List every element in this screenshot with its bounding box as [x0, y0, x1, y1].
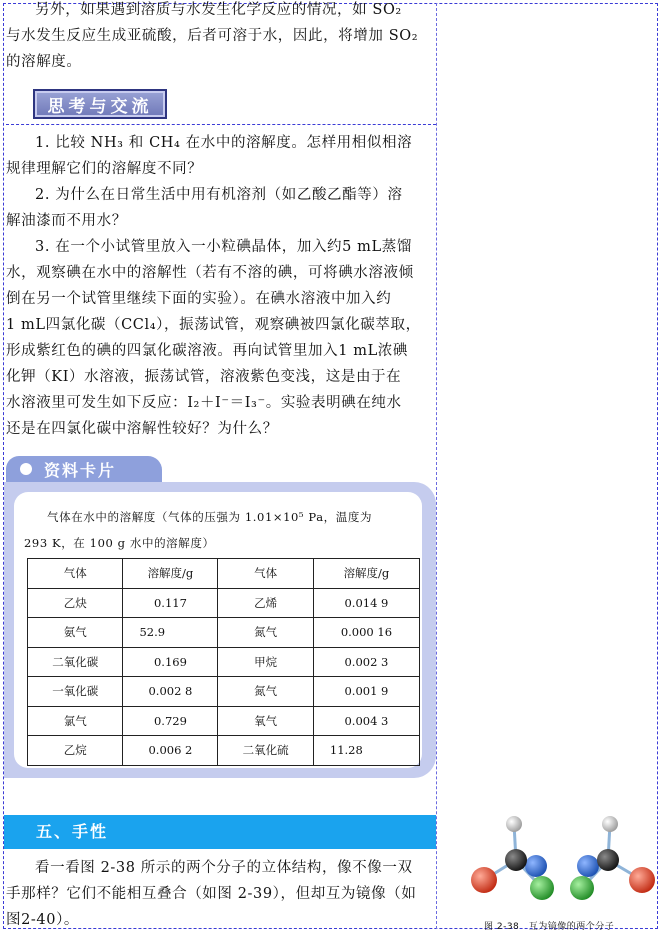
- question-line: 水，观察碘在水中的溶解性（若有不溶的碘，可将碘水溶液倾: [6, 265, 414, 281]
- header-cell: 气体: [218, 559, 313, 589]
- intro-line: 另外，如果遇到溶质与水发生化学反应的情况，如 SO₂: [35, 2, 402, 18]
- chirality-line: 手那样？它们不能相互叠合（如图 2-39），但却互为镜像（如: [6, 886, 417, 902]
- hydrogen-atom: [602, 816, 618, 832]
- question-line: 1. 比较 NH₃ 和 CH₄ 在水中的溶解度。怎样用相似相溶: [35, 135, 413, 151]
- chirality-line: 图2-40）。: [6, 912, 80, 928]
- solubility-cell: 0.117: [123, 588, 218, 618]
- table-row: [28, 618, 420, 648]
- table-row: [28, 736, 420, 766]
- question-line: 倒在另一个试管里继续下面的实验）。在碘水溶液中加入约: [6, 291, 392, 307]
- intro-paragraph: [6, 0, 436, 75]
- solubility-cell: 52.9: [123, 618, 218, 648]
- solubility-cell: 0.002 8: [123, 677, 218, 707]
- chirality-line: 看一看图 2-38 所示的两个分子的立体结构，像不像一双: [35, 860, 413, 876]
- blue-atom: [577, 855, 599, 877]
- hydrogen-atom: [506, 816, 522, 832]
- carbon-atom: [597, 849, 619, 871]
- solubility-cell: 0.000 16: [313, 618, 419, 648]
- carbon-atom: [505, 849, 527, 871]
- circle-bullet-icon: [20, 463, 32, 475]
- red-atom: [629, 867, 655, 893]
- gas-name-cell: 乙炔: [28, 588, 123, 618]
- table-row: [28, 677, 420, 707]
- header-cell: 气体: [28, 559, 123, 589]
- intro-line: 与水发生反应生成亚硫酸，后者可溶于水，因此，将增加 SO₂: [6, 28, 419, 44]
- questions-list: [6, 130, 436, 442]
- blue-atom: [525, 855, 547, 877]
- solubility-cell: 0.006 2: [123, 736, 218, 766]
- green-atom: [530, 876, 554, 900]
- question-line: 1 mL四氯化碳（CCl₄），振荡试管，观察碘被四氯化碳萃取，: [6, 317, 421, 333]
- table-row: [28, 706, 420, 736]
- table-row: [28, 588, 420, 618]
- figure-caption: 图 2-38 互为镜像的两个分子: [484, 922, 615, 932]
- caption-line: 293 K，在 100 g 水中的溶解度）: [24, 536, 215, 550]
- question-line: 3. 在一个小试管里放入一小粒碘晶体，加入约5 mL蒸馏: [35, 239, 412, 255]
- intro-line: 的溶解度。: [6, 54, 82, 70]
- gas-name-cell: 氮气: [218, 618, 313, 648]
- solubility-cell: 0.729: [123, 706, 218, 736]
- mirror-molecules-figure: [440, 808, 662, 920]
- green-atom: [570, 876, 594, 900]
- think-and-discuss-badge: 思考与交流: [33, 89, 167, 119]
- solubility-cell: 0.004 3: [313, 706, 419, 736]
- header-cell: 溶解度/g: [313, 559, 419, 589]
- gas-name-cell: 氨气: [28, 618, 123, 648]
- gas-name-cell: 二氧化硫: [218, 736, 313, 766]
- gas-name-cell: 乙烯: [218, 588, 313, 618]
- gas-name-cell: 一氧化碳: [28, 677, 123, 707]
- gas-name-cell: 二氧化碳: [28, 647, 123, 677]
- solubility-cell: 0.014 9: [313, 588, 419, 618]
- solubility-cell: 0.169: [123, 647, 218, 677]
- table-row: [28, 647, 420, 677]
- gas-name-cell: 氧气: [218, 706, 313, 736]
- gas-solubility-table: [27, 558, 420, 766]
- info-card-body: [14, 492, 422, 768]
- solubility-cell: 0.002 3: [313, 647, 419, 677]
- question-line: 解油漆而不用水？: [6, 213, 127, 229]
- chirality-paragraph: [6, 855, 436, 933]
- question-line: 规律理解它们的溶解度不同？: [6, 161, 203, 177]
- question-line: 化钾（KI）水溶液，振荡试管，溶液紫色变浅，这是由于在: [6, 369, 402, 385]
- info-card-tab: [6, 456, 162, 482]
- gas-name-cell: 氯气: [28, 706, 123, 736]
- question-line: 还是在四氯化碳中溶解性较好？为什么？: [6, 421, 278, 437]
- solubility-cell: 0.001 9: [313, 677, 419, 707]
- question-line: 水溶液里可发生如下反应：I₂＋I⁻＝I₃⁻。实验表明碘在纯水: [6, 395, 402, 411]
- question-line: 形成紫红色的碘的四氯化碳溶液。再向试管里加入1 mL浓碘: [6, 343, 409, 359]
- red-atom: [471, 867, 497, 893]
- info-card-title: 资料卡片: [44, 460, 117, 480]
- header-cell: 溶解度/g: [123, 559, 218, 589]
- info-card: [4, 482, 436, 778]
- gas-name-cell: 甲烷: [218, 647, 313, 677]
- column-guide: [436, 3, 437, 929]
- caption-line: 气体在水中的溶解度（气体的压强为 1.01×10⁵ Pa，温度为: [47, 510, 373, 524]
- gas-name-cell: 乙烷: [28, 736, 123, 766]
- section-divider: [6, 124, 436, 125]
- table-caption: [24, 504, 420, 556]
- gas-name-cell: 氮气: [218, 677, 313, 707]
- solubility-cell: 11.28: [313, 736, 419, 766]
- table-header-row: [28, 559, 420, 589]
- question-line: 2. 为什么在日常生活中用有机溶剂（如乙酸乙酯等）溶: [35, 187, 403, 203]
- section-heading: 五、手性: [4, 815, 436, 849]
